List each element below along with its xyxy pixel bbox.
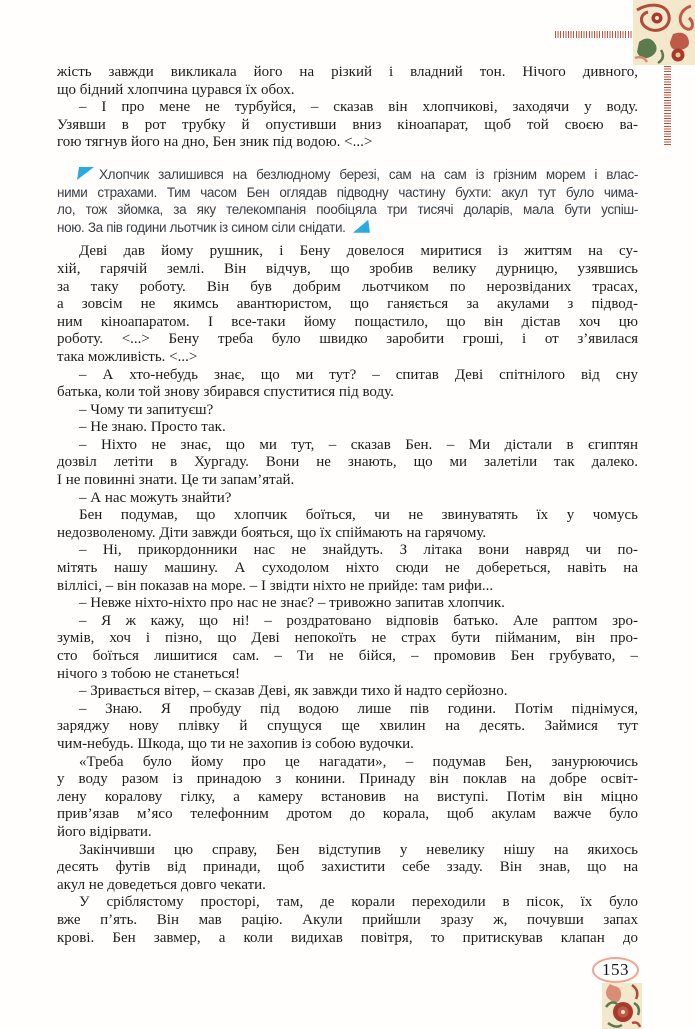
- folk-floral-ornament-icon: [633, 0, 695, 65]
- text-line: «Треба було йому про це нагадати», – подумав Бен, занурюючись: [79, 753, 638, 770]
- text-line: лену коралову гілку, а камеру встановив на виступі. Потім він міцно: [57, 788, 638, 805]
- text-line: віллісі, – він показав на море. – І звідти ніхто не прийде: там рифи...: [57, 577, 494, 594]
- highlight-start-triangle-icon: [77, 167, 94, 180]
- text-line: гою тягнув його на дно, Бен зник під водою. <...>: [57, 134, 373, 151]
- text-line: – Ні, прикордонники нас не знайдуть. З літака вони навряд чи по-: [79, 542, 638, 559]
- paragraph: [57, 595, 638, 613]
- folk-floral-strip-icon: [602, 983, 642, 1029]
- paragraph: [57, 894, 638, 947]
- text-line: – Не знаю. Просто так.: [79, 419, 226, 436]
- highlight-paragraph: [57, 166, 638, 236]
- paragraph: [57, 507, 638, 542]
- text-line: Хлопчик залишився на безлюдному березі, сам на сам із грізним морем і влас-: [57, 166, 638, 184]
- text-line: – Чому ти запитуєш?: [79, 401, 214, 418]
- text-line: роботу. <...> Бену треба було швидко заробити гроші, і от з’явилася: [57, 331, 638, 348]
- dotted-line-horizontal: [555, 31, 633, 38]
- paragraph: [57, 701, 638, 754]
- text-line: крові. Бен завмер, а коли видихав повітря, то притискував клапан до: [57, 929, 638, 946]
- text-line: – Знаю. Я пробуду під водою лише пів години. Потім піднімуся,: [79, 700, 638, 717]
- paragraph: [57, 402, 638, 420]
- paragraph: [57, 64, 638, 99]
- main-text-column: [57, 64, 638, 947]
- text-line: прив’язав м’ясо телефонним дротом до корала, щоб акулам важче було: [57, 806, 638, 823]
- page-number-badge: [592, 957, 639, 983]
- paragraph: [57, 683, 638, 701]
- text-line: вже п’ять. Він мав рацію. Акули прийшли зразу ж, почувши запах: [57, 911, 638, 928]
- text-line: дозвіл летіти в Хургаду. Вони не знають, що ми залетіли так далеко.: [57, 454, 638, 471]
- paragraph: [57, 243, 638, 366]
- page-number: 153: [602, 960, 629, 979]
- text-line: його відірвати.: [57, 823, 152, 840]
- text-line: – Я ж кажу, що ні! – роздратовано відповів батько. Але раптом зро-: [79, 612, 638, 629]
- text-line: ними страхами. Тим часом Бен оглядав підводну частину бухти: акул тут було чима-: [57, 184, 638, 200]
- text-line: чим-небудь. Шкода, що ти не захопив із собою вудочки.: [57, 735, 414, 752]
- text-line: – Ніхто не знає, що ми тут, – сказав Бен. – Ми дістали в єгиптян: [79, 436, 638, 453]
- text-line: недозволеному. Діти завжди бояться, що їх спіймають на гарячому.: [57, 524, 487, 541]
- text-line: нічого з тобою не станеться!: [57, 665, 241, 682]
- text-line: Бен подумав, що хлопчик боїться, чи не звинуватять їх у чомусь: [79, 507, 638, 524]
- text-line: акул не доведеться довго чекати.: [57, 876, 266, 893]
- paragraph: [57, 754, 638, 842]
- text-line: батька, коли той знову збирався спуститися під воду.: [57, 384, 394, 401]
- paragraph: [57, 99, 638, 152]
- text-line: у воду разом із принадою з конини. Принаду він поклав на добре освіт-: [57, 771, 638, 788]
- text-line: мітять нашу машину. А суходолом ніхто сюди не добереться, навіть на: [57, 560, 638, 577]
- text-line: жість завжди викликала його на різкий і владний тон. Нічого дивного,: [57, 64, 638, 80]
- paragraph: [57, 842, 638, 895]
- paragraph: [57, 542, 638, 595]
- paragraph: [57, 367, 638, 402]
- text-line: а зовсім не якимсь авантюристом, що ганяється за акулами з підвод-: [57, 296, 638, 313]
- text-line: Узявши в рот трубку й опустивши вниз кіноапарат, щоб той своєю ва-: [57, 116, 638, 133]
- text-line: – А хто-небудь знає, що ми тут? – спитав Деві спітнілого від сну: [79, 366, 638, 383]
- text-line: що бідний хлопчина цурався їх обох.: [57, 81, 295, 98]
- paragraph: [57, 613, 638, 683]
- paragraph: [57, 490, 638, 508]
- text-line: хій, гарячій землі. Він відчув, що зробив велику дурницю, узявшись: [57, 260, 638, 277]
- text-line: – І про мене не турбуйся, – сказав він хлопчикові, заходячи у воду.: [79, 99, 638, 116]
- dotted-line-vertical: [664, 66, 671, 145]
- text-line: сто боїться лишитися сам. – Ти не бійся, – промовив Бен грубувато, –: [57, 648, 638, 664]
- text-line: ним кіноапаратом. І все-таки йому пощастило, що він дістав хоч цю: [57, 313, 638, 330]
- text-line: заряджу нову плівку й спущуся ще хвилин на десять. Займися тут: [57, 718, 638, 735]
- text-line: десять футів від принади, щоб захистити себе ззаду. Він знав, що на: [57, 859, 638, 876]
- text-line: Закінчивши цю справу, Бен відступив у невелику нішу на якихось: [79, 841, 638, 858]
- text-line: така можливість. <...>: [57, 348, 198, 365]
- text-line: – Невже ніхто-ніхто про нас не знає? – тривожно запитав хлопчик.: [79, 595, 505, 612]
- footer-ornament-image: [602, 983, 642, 1029]
- text-line: ло, тож зйомка, за яку телекомпанія пообіцяла три тисячі доларів, мала бути успіш-: [57, 202, 638, 218]
- text-line: І не повинні знати. Це ти запам’ятай.: [57, 472, 295, 489]
- text-line: У сріблястому просторі, там, де корали переходили в пісок, їх було: [79, 894, 638, 911]
- text-line: – Зривається вітер, – сказав Деві, як завжди тихо й надто серйозно.: [79, 683, 508, 700]
- text-line: – А нас можуть знайти?: [79, 489, 232, 506]
- text-line: Деві дав йому рушник, і Бену довелося миритися із життям на су-: [79, 243, 638, 260]
- highlight-end-triangle-icon: [353, 220, 370, 233]
- paragraph: [57, 437, 638, 490]
- corner-ornament-image: [633, 0, 695, 65]
- text-line: зумів, хоч і пізно, що Деві непокоїть не страх бути пійманим, він про-: [57, 630, 638, 647]
- text-line: ною. За пів години льотчик із сином сіли снідати.: [57, 219, 638, 237]
- paragraph: [57, 419, 638, 437]
- text-line: за таку роботу. Він був добрим льотчиком по нерозвіданих трасах,: [57, 278, 638, 295]
